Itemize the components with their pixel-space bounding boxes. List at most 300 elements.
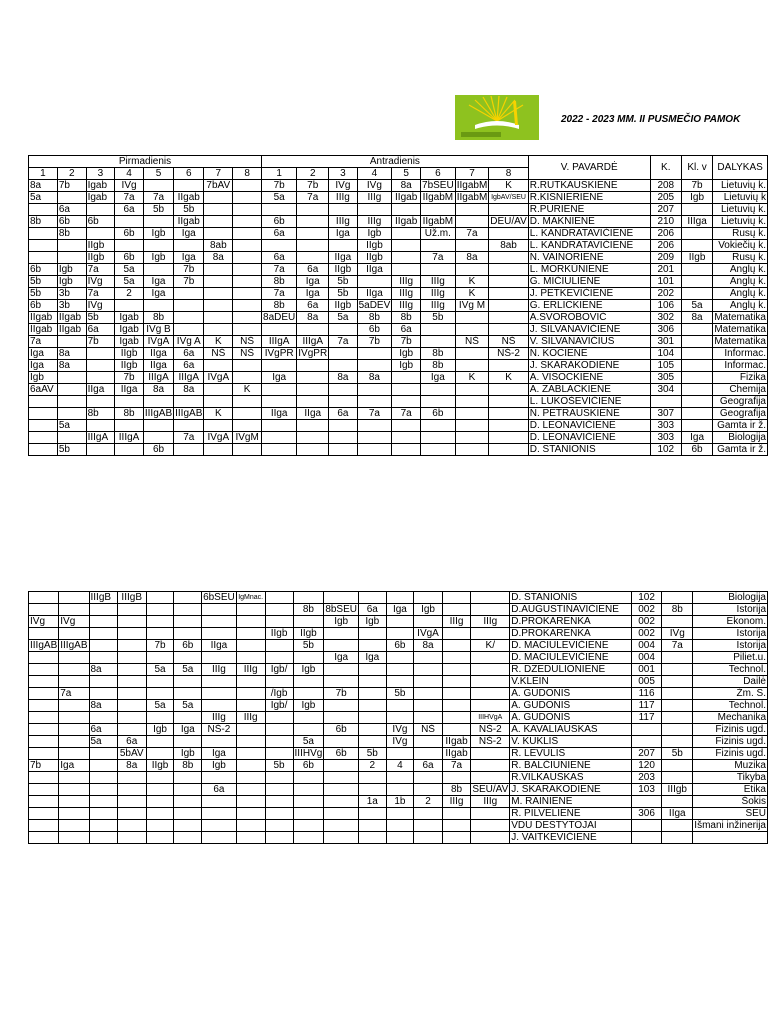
lesson-cell: 8a — [329, 372, 357, 384]
teacher-name: M. RAINIENĖ — [510, 796, 632, 808]
lesson-cell — [117, 820, 146, 832]
lesson-cell: IgMnac. — [236, 592, 265, 604]
room-number — [631, 820, 662, 832]
lesson-cell: 5b — [386, 688, 414, 700]
lesson-cell: Igb — [143, 228, 173, 240]
lesson-cell — [386, 652, 414, 664]
lesson-cell: IIga — [202, 640, 237, 652]
class-lead — [662, 724, 693, 736]
subject-name: Lietuvių k. — [713, 204, 768, 216]
lesson-cell — [174, 604, 202, 616]
lesson-cell: 5b — [359, 748, 387, 760]
school-logo — [455, 95, 539, 140]
lesson-cell: IgbAV/SEU — [489, 192, 529, 204]
lesson-cell: IVgA — [204, 432, 233, 444]
lesson-cell — [392, 204, 421, 216]
lesson-cell: IIgab — [174, 216, 204, 228]
lesson-cell — [359, 808, 387, 820]
lesson-cell — [293, 724, 324, 736]
lesson-cell: 8b — [57, 228, 86, 240]
lesson-cell — [386, 820, 414, 832]
lesson-cell — [414, 832, 442, 844]
lesson-cell — [233, 264, 262, 276]
lesson-cell: IIgabM — [421, 216, 456, 228]
lesson-cell — [59, 808, 89, 820]
lesson-cell — [471, 652, 510, 664]
lesson-cell — [86, 360, 115, 372]
lesson-cell: 6b — [324, 724, 359, 736]
room-number — [631, 832, 662, 844]
lesson-cell — [357, 420, 392, 432]
lesson-cell: 5b — [329, 288, 357, 300]
class-lead — [662, 712, 693, 724]
subject-name: Gamta ir ž. — [713, 420, 768, 432]
class-lead: IIIgb — [662, 784, 693, 796]
teacher-name: D.PROKARENKA — [510, 616, 632, 628]
lesson-cell — [297, 444, 329, 456]
class-lead — [681, 420, 712, 432]
lesson-cell — [359, 820, 387, 832]
lesson-cell: 5a — [29, 192, 58, 204]
lesson-cell — [293, 820, 324, 832]
class-lead — [662, 832, 693, 844]
lesson-cell — [293, 676, 324, 688]
lesson-cell: 6b — [29, 300, 58, 312]
lesson-cell: NŠ-2 — [471, 724, 510, 736]
lesson-cell — [455, 384, 489, 396]
room-number: 117 — [631, 700, 662, 712]
lesson-cell — [262, 204, 297, 216]
lesson-cell — [174, 628, 202, 640]
lesson-cell: K — [489, 372, 529, 384]
teacher-name: J. SKARAKODIENĖ — [510, 784, 632, 796]
lesson-cell: IIIg — [329, 216, 357, 228]
subject-name: Žm. S. — [693, 688, 768, 700]
room-number: 210 — [650, 216, 681, 228]
lesson-cell: NŠ — [233, 336, 262, 348]
lesson-cell — [414, 820, 442, 832]
lesson-cell — [392, 444, 421, 456]
lesson-cell — [489, 204, 529, 216]
lesson-number: 2 — [297, 168, 329, 180]
lesson-cell — [414, 664, 442, 676]
lesson-cell: IIgb — [293, 628, 324, 640]
lesson-cell: IIIg — [471, 796, 510, 808]
lesson-cell — [236, 832, 265, 844]
lesson-cell: 5b — [329, 276, 357, 288]
lesson-cell: IIga — [329, 252, 357, 264]
lesson-cell — [471, 700, 510, 712]
lesson-cell — [202, 616, 237, 628]
lesson-cell — [174, 240, 204, 252]
teacher-name: J. SKARAKODIENĖ — [528, 360, 650, 372]
teacher-name: G. ERLICKIENĖ — [528, 300, 650, 312]
lesson-cell — [262, 360, 297, 372]
lesson-cell: 6a — [86, 324, 115, 336]
lesson-cell: 7a — [86, 264, 115, 276]
lesson-cell: IIgab — [392, 192, 421, 204]
lesson-number: 8 — [233, 168, 262, 180]
lesson-cell: IIIg — [236, 712, 265, 724]
lesson-cell — [143, 396, 173, 408]
lesson-cell — [489, 432, 529, 444]
lesson-number: 5 — [143, 168, 173, 180]
table-row — [29, 180, 768, 192]
teacher-name: L. MORKŪNIENĖ — [528, 264, 650, 276]
lesson-cell — [442, 724, 471, 736]
lesson-cell — [262, 420, 297, 432]
lesson-cell: IIIg — [442, 796, 471, 808]
lesson-cell — [89, 808, 117, 820]
lesson-cell — [233, 288, 262, 300]
lesson-cell — [233, 420, 262, 432]
teacher-name: A. ZABLACKIENĖ — [528, 384, 650, 396]
lesson-cell — [297, 384, 329, 396]
room-number: 102 — [631, 592, 662, 604]
lesson-cell: IIIHVgA — [471, 712, 510, 724]
lesson-cell: 7a — [29, 336, 58, 348]
subject-name: Etika — [693, 784, 768, 796]
class-lead — [681, 288, 712, 300]
lesson-cell — [117, 712, 146, 724]
lesson-cell — [174, 808, 202, 820]
lesson-cell: IIgabM — [456, 192, 488, 203]
room-number: 002 — [631, 628, 662, 640]
room-number: 207 — [631, 748, 662, 760]
lesson-cell: 7a — [262, 264, 297, 276]
room-number: 208 — [650, 180, 681, 192]
lesson-cell — [442, 712, 471, 724]
lesson-cell — [489, 396, 529, 408]
lesson-cell: 8a — [455, 252, 489, 264]
lesson-cell — [414, 616, 442, 628]
lesson-cell: Iga — [386, 604, 414, 616]
class-lead: 5a — [681, 300, 712, 312]
class-lead: 5b — [662, 748, 693, 760]
subject-name: Muzika — [693, 760, 768, 772]
lesson-cell — [204, 384, 233, 396]
lesson-cell: 7b — [174, 276, 204, 288]
lesson-cell — [324, 736, 359, 748]
lesson-cell — [233, 444, 262, 456]
lesson-cell — [117, 796, 146, 808]
lesson-cell: IVg M — [455, 300, 489, 312]
lesson-cell: IVgA — [204, 372, 233, 384]
lesson-cell — [204, 300, 233, 312]
lesson-cell: Iga — [174, 724, 202, 736]
lesson-cell — [265, 712, 293, 724]
subject-name: Anglų k. — [713, 276, 768, 288]
lesson-cell — [57, 336, 86, 348]
room-number: 203 — [631, 772, 662, 784]
lesson-cell — [29, 240, 58, 252]
lesson-cell — [386, 628, 414, 640]
lesson-cell — [357, 396, 392, 408]
class-lead — [662, 796, 693, 808]
lesson-cell — [174, 832, 202, 844]
lesson-cell — [357, 348, 392, 360]
lesson-cell — [59, 604, 89, 616]
lesson-cell — [359, 736, 387, 748]
lesson-cell — [324, 760, 359, 772]
lesson-cell — [57, 192, 86, 204]
lesson-cell: 8a — [57, 360, 86, 372]
lesson-cell — [236, 700, 265, 712]
day-tuesday: Antradienis — [262, 156, 529, 168]
lesson-cell — [421, 420, 456, 432]
lesson-cell — [233, 408, 262, 420]
table-row — [29, 784, 768, 796]
lesson-number: 7 — [455, 168, 489, 180]
table-row — [29, 300, 768, 312]
lesson-cell: IIIgA — [86, 432, 115, 444]
lesson-cell — [89, 652, 117, 664]
teacher-name: V.KLEIN — [510, 676, 632, 688]
lesson-cell — [392, 228, 421, 240]
class-lead — [662, 688, 693, 700]
lesson-cell: Igb — [324, 616, 359, 628]
lesson-cell — [392, 432, 421, 444]
lesson-cell: Igb — [29, 372, 58, 384]
lesson-cell — [86, 420, 115, 432]
lesson-cell — [414, 772, 442, 784]
lesson-cell: 3b — [57, 300, 86, 312]
lesson-cell — [29, 808, 59, 820]
lesson-cell — [29, 688, 59, 700]
lesson-cell — [29, 652, 59, 664]
lesson-cell: IIIg — [421, 288, 456, 300]
lesson-cell — [489, 360, 529, 372]
lesson-cell — [146, 652, 174, 664]
class-lead — [662, 772, 693, 784]
lesson-cell — [29, 676, 59, 688]
room-number: 002 — [631, 604, 662, 616]
lesson-cell — [297, 396, 329, 408]
room-number: 116 — [631, 688, 662, 700]
lesson-cell — [29, 396, 58, 408]
lesson-cell: IIIg — [392, 300, 421, 312]
lesson-cell: K — [455, 288, 489, 300]
teacher-name: R.PURIENĖ — [528, 204, 650, 216]
lesson-cell — [86, 228, 115, 240]
lesson-cell — [265, 652, 293, 664]
table-row — [29, 192, 768, 204]
room-number: 004 — [631, 652, 662, 664]
lesson-cell — [386, 808, 414, 820]
lesson-cell — [89, 832, 117, 844]
lesson-cell: 6b — [115, 252, 144, 264]
lesson-cell: Igb — [392, 348, 421, 360]
lesson-cell: IIgb — [146, 760, 174, 772]
lesson-cell — [489, 420, 529, 432]
lesson-cell — [146, 628, 174, 640]
lesson-cell — [233, 324, 262, 336]
lesson-number: 3 — [329, 168, 357, 180]
lesson-cell: 6a — [117, 736, 146, 748]
lesson-cell: 5a — [57, 420, 86, 432]
lesson-cell: IVg — [59, 616, 89, 628]
lesson-cell: 8a — [174, 384, 204, 396]
lesson-cell: IVgPR — [298, 348, 328, 359]
lesson-cell: 2 — [115, 288, 144, 300]
subject-name: Technol. — [693, 700, 768, 712]
lesson-cell: IVgA — [414, 628, 442, 640]
lesson-cell: 6bSEU — [203, 592, 235, 603]
lesson-cell: Iga — [143, 276, 173, 288]
lesson-cell — [236, 820, 265, 832]
lesson-cell: 8a — [414, 640, 442, 652]
col-subject-header: DALYKAS — [713, 156, 768, 180]
lesson-cell — [115, 420, 144, 432]
lesson-cell: IIgb — [357, 252, 392, 264]
lesson-cell — [29, 664, 59, 676]
lesson-cell: Igb — [143, 252, 173, 264]
lesson-cell: 7a — [357, 408, 392, 420]
room-number: 102 — [650, 444, 681, 456]
lesson-cell — [59, 592, 89, 604]
lesson-cell: 7b — [115, 372, 144, 384]
room-number: 103 — [631, 784, 662, 796]
lesson-cell — [117, 808, 146, 820]
lesson-cell: IIga — [357, 264, 392, 276]
lesson-cell — [233, 180, 262, 192]
table-row — [29, 216, 768, 228]
lesson-cell: IIIgAB — [175, 408, 203, 419]
subject-name: Lietuvių k. — [713, 216, 768, 228]
teacher-name: J. PETKEVIČIENĖ — [528, 288, 650, 300]
lesson-cell: 8bSEU — [325, 604, 357, 615]
lesson-cell — [174, 312, 204, 324]
lesson-cell — [324, 772, 359, 784]
lesson-cell — [386, 616, 414, 628]
class-lead — [662, 616, 693, 628]
subject-name: Rusų k. — [713, 228, 768, 240]
lesson-cell — [324, 808, 359, 820]
lesson-cell — [262, 384, 297, 396]
table-row — [29, 688, 768, 700]
lesson-cell — [265, 808, 293, 820]
lesson-cell: Igab — [115, 312, 144, 324]
lesson-cell: 5a — [146, 664, 174, 676]
lesson-cell — [236, 676, 265, 688]
teacher-name: D. STANIONIS — [510, 592, 632, 604]
lesson-cell — [392, 372, 421, 384]
lesson-cell: 8a — [357, 372, 392, 384]
teacher-name: J. VAITKEVIČIENĖ — [510, 832, 632, 844]
teacher-name: D. LEONAVIČIENĖ — [528, 432, 650, 444]
lesson-cell — [392, 264, 421, 276]
lesson-cell — [265, 832, 293, 844]
lesson-cell: 7bSEU — [422, 180, 454, 191]
lesson-cell: 8aDEU — [263, 312, 296, 323]
lesson-cell: 8b — [262, 276, 297, 288]
lesson-cell: 7a — [115, 192, 144, 204]
lesson-cell — [59, 820, 89, 832]
lesson-cell — [297, 360, 329, 372]
lesson-cell — [455, 324, 489, 336]
lesson-cell — [117, 772, 146, 784]
lesson-cell — [204, 444, 233, 456]
lesson-number: 1 — [29, 168, 58, 180]
lesson-cell — [233, 312, 262, 324]
lesson-cell: IIgb — [329, 264, 357, 276]
teacher-name: N. PETRAUSKIENĖ — [528, 408, 650, 420]
lesson-cell — [89, 676, 117, 688]
lesson-cell: 6a — [174, 348, 204, 360]
lesson-cell: Iga — [202, 748, 237, 760]
lesson-cell — [293, 808, 324, 820]
class-lead: IIga — [662, 808, 693, 820]
class-lead — [681, 384, 712, 396]
lesson-cell — [174, 652, 202, 664]
lesson-cell: Igb — [414, 604, 442, 616]
lesson-cell — [357, 384, 392, 396]
lesson-cell: IIIg — [236, 664, 265, 676]
lesson-cell — [329, 240, 357, 252]
lesson-cell: 6b — [421, 408, 456, 420]
table-row — [29, 324, 768, 336]
teacher-name: D. STANIONIS — [528, 444, 650, 456]
lesson-cell: 8a — [117, 760, 146, 772]
lesson-cell — [29, 796, 59, 808]
lesson-cell — [359, 664, 387, 676]
teacher-name: V. KUKLIS — [510, 736, 632, 748]
lesson-cell: 7b — [392, 336, 421, 348]
lesson-cell: 8a — [89, 700, 117, 712]
subject-name: Ekonom. — [693, 616, 768, 628]
lesson-number: 4 — [357, 168, 392, 180]
lesson-cell — [89, 820, 117, 832]
room-number: 005 — [631, 676, 662, 688]
lesson-cell — [117, 784, 146, 796]
lesson-cell — [89, 784, 117, 796]
subject-name: Informac. — [713, 360, 768, 372]
lesson-cell — [293, 652, 324, 664]
lesson-cell: 6b — [115, 228, 144, 240]
lesson-cell — [329, 204, 357, 216]
page-title: 2022 - 2023 MM. II PUSMEČIO PAMOK — [561, 114, 741, 125]
lesson-cell: K — [455, 372, 489, 384]
lesson-cell: Iga — [174, 252, 204, 264]
lesson-cell: IIga — [115, 384, 144, 396]
lesson-cell: 2 — [359, 760, 387, 772]
room-number: 306 — [631, 808, 662, 820]
lesson-cell — [204, 324, 233, 336]
lesson-cell — [442, 592, 471, 604]
table-row — [29, 724, 768, 736]
lesson-cell: 6b — [57, 216, 86, 228]
lesson-cell — [57, 408, 86, 420]
lesson-cell — [324, 784, 359, 796]
lesson-cell — [29, 712, 59, 724]
lesson-cell — [59, 832, 89, 844]
teacher-name: J. SILVANAVIČIENĖ — [528, 324, 650, 336]
subject-name: Fizika — [713, 372, 768, 384]
lesson-cell — [146, 832, 174, 844]
lesson-cell: 7a — [174, 432, 204, 444]
lesson-cell — [29, 228, 58, 240]
lesson-cell — [236, 784, 265, 796]
lesson-cell — [174, 420, 204, 432]
lesson-number: 6 — [421, 168, 456, 180]
lesson-cell — [29, 604, 59, 616]
lesson-cell: 8a — [89, 664, 117, 676]
class-lead: IIgb — [681, 252, 712, 264]
lesson-cell — [174, 288, 204, 300]
lesson-cell — [455, 264, 489, 276]
subject-name: Istorija — [693, 640, 768, 652]
table-row — [29, 276, 768, 288]
